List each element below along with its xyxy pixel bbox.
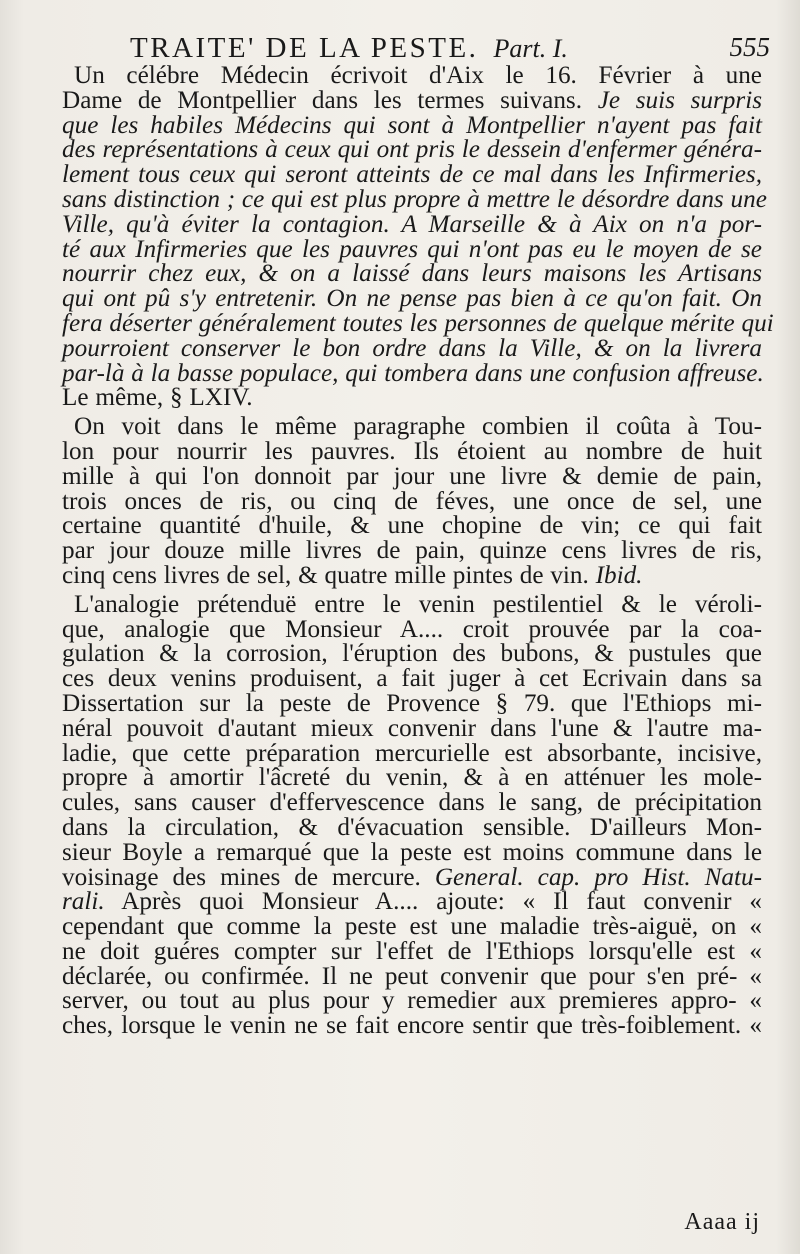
text-line [62, 689, 762, 717]
body-text [62, 62, 774, 1040]
italic-text: que les habiles Médecins qui sont à Montpellier n'ayent pas fait [62, 111, 762, 139]
text-line [62, 262, 762, 287]
text-line [62, 989, 762, 1014]
paragraph [62, 62, 774, 412]
roman-text: cules, sans causer d'effervescence dans le sang, de précipitation [62, 789, 762, 817]
italic-text: Ville, qu'à éviter la contagion. A Marseille & à Aix on n'a por- [62, 210, 762, 238]
roman-text: néral pouvoit d'autant mieux convenir dans l'une & l'autre ma- [62, 714, 762, 742]
text-line [62, 334, 762, 362]
text-line [62, 185, 767, 213]
text-line [62, 791, 762, 816]
text-line [62, 813, 762, 841]
text-line [62, 359, 764, 387]
italic-text: lement tous ceux qui seront atteints de ce mal dans les Infirmeries, [62, 161, 762, 189]
italic-text: Je suis surpris [597, 86, 762, 114]
italic-text: sans distinction ; ce qui est plus propre à mettre le désordre dans une [62, 185, 767, 213]
italic-text: pourroient conserver le bon ordre dans la Ville, & on la livrera [62, 334, 762, 362]
roman-text: mille à qui l'on donnoit par jour une livre & demie de pain, [62, 462, 762, 490]
roman-text: ladie, que cette préparation mercurielle est absorbante, incisive, [62, 739, 762, 767]
roman-text: voisinage des mines de mercure. [62, 863, 435, 891]
part-label: Part. I. [493, 34, 568, 63]
text-line [62, 235, 762, 263]
italic-text: Ibid. [595, 561, 643, 589]
text-line [62, 714, 762, 742]
text-line [62, 667, 762, 692]
text-line [62, 437, 762, 465]
roman-text: Dame de Montpellier dans les termes suivans. [62, 86, 598, 114]
text-line [62, 111, 762, 139]
text-line [62, 514, 762, 539]
running-title: TRAITE' DE LA PESTE. [130, 32, 479, 64]
roman-text: L'analogie prétenduë entre le venin pestilentiel & le véroli- [74, 590, 762, 618]
page-header [130, 32, 770, 66]
text-line [62, 1014, 762, 1039]
italic-text: rali. [62, 888, 105, 916]
roman-text: server, ou tout au plus pour y remedier aux premieres appro- « [62, 987, 762, 1015]
roman-text: trois onces de ris, ou cinq de féves, une once de sel, une [62, 487, 762, 515]
catchword: Aaaa ij [684, 1209, 760, 1235]
text-line [62, 590, 762, 618]
roman-text: Après quoi Monsieur A.... ajoute: « Il faut convenir « [104, 888, 762, 916]
text-line [62, 309, 774, 337]
text-line [62, 615, 762, 643]
roman-text: déclarée, ou confirmée. Il ne peut convenir que pour s'en pré- « [62, 962, 762, 990]
roman-text: lon pour nourrir les pauvres. Ils étoient au nombre de huit [62, 437, 762, 465]
text-line [62, 462, 762, 490]
text-line [62, 642, 762, 667]
italic-text: General. cap. pro Hist. Natu- [434, 863, 762, 891]
roman-text: cependant que comme la peste est une maladie très-aiguë, on « [62, 913, 762, 941]
italic-text: té aux Infirmeries que les pauvres qui n'ont pas eu le moyen de se [62, 235, 762, 263]
paragraph [62, 415, 762, 589]
roman-text: On voit dans le même paragraphe combien il coûta à Tou- [74, 413, 762, 441]
roman-text: Le même, § LXIV. [62, 384, 253, 412]
text-line [62, 766, 762, 791]
text-line [62, 386, 762, 411]
text-line [62, 915, 762, 940]
text-line [62, 739, 762, 767]
text-line [62, 287, 762, 312]
paragraph [62, 590, 762, 1040]
roman-text: que, analogie que Monsieur A.... croit prouvée par la coa- [62, 615, 762, 643]
text-line [62, 163, 762, 188]
roman-text: par jour douze mille livres de pain, quinze cens livres de ris, [62, 537, 762, 565]
text-line [62, 86, 762, 114]
roman-text: ne doit guéres compter sur l'effet de l'Ethiops lorsqu'elle est « [62, 937, 762, 965]
italic-text: par-là à la basse populace, qui tombera dans une confusion affreuse. [62, 359, 764, 387]
roman-text: certaine quantité d'huile, & une chopine de vin; ce qui fait [62, 512, 762, 540]
italic-text: des représentations à ceux qui ont pris le dessein d'enfermer généra- [62, 136, 762, 164]
roman-text: Un célébre Médecin écrivoit d'Aix le 16. Février à une [74, 62, 762, 89]
text-line [62, 64, 762, 89]
text-line [62, 415, 762, 440]
italic-text: nourrir chez eux, & on a laissé dans leurs maisons les Artisans [62, 260, 762, 288]
roman-text: cinq cens livres de sel, & quatre mille pintes de vin. [62, 561, 596, 589]
page-number: 555 [729, 32, 770, 62]
roman-text: gulation & la corrosion, l'éruption des bubons, & pustules que [62, 640, 762, 668]
text-line [62, 539, 762, 564]
roman-text: ces deux venins produisent, a fait juger à cet Ecrivain dans sa [62, 665, 762, 693]
text-line [62, 890, 762, 915]
text-line [62, 487, 762, 515]
text-line [62, 937, 762, 965]
text-line [62, 210, 762, 238]
roman-text: dans la circulation, & d'évacuation sensible. D'ailleurs Mon- [62, 813, 762, 841]
text-line [62, 863, 762, 891]
roman-text: Dissertation sur la peste de Provence § 79. que l'Ethiops mi- [62, 689, 762, 717]
text-line [62, 838, 762, 866]
roman-text: propre à amortir l'âcreté du venin, & à en atténuer les mole- [62, 764, 762, 792]
italic-text: fera déserter généralement toutes les personnes de quelque mérite qui [62, 309, 774, 337]
text-line [62, 962, 762, 990]
text-line [62, 138, 762, 163]
roman-text: ches, lorsque le venin ne se fait encore sentir que très-foiblement. « [62, 1012, 762, 1040]
roman-text: sieur Boyle a remarqué que la peste est moins commune dans le [62, 838, 762, 866]
text-line [62, 561, 762, 589]
italic-text: qui ont pû s'y entretenir. On ne pense pas bien à ce qu'on fait. On [62, 285, 762, 313]
